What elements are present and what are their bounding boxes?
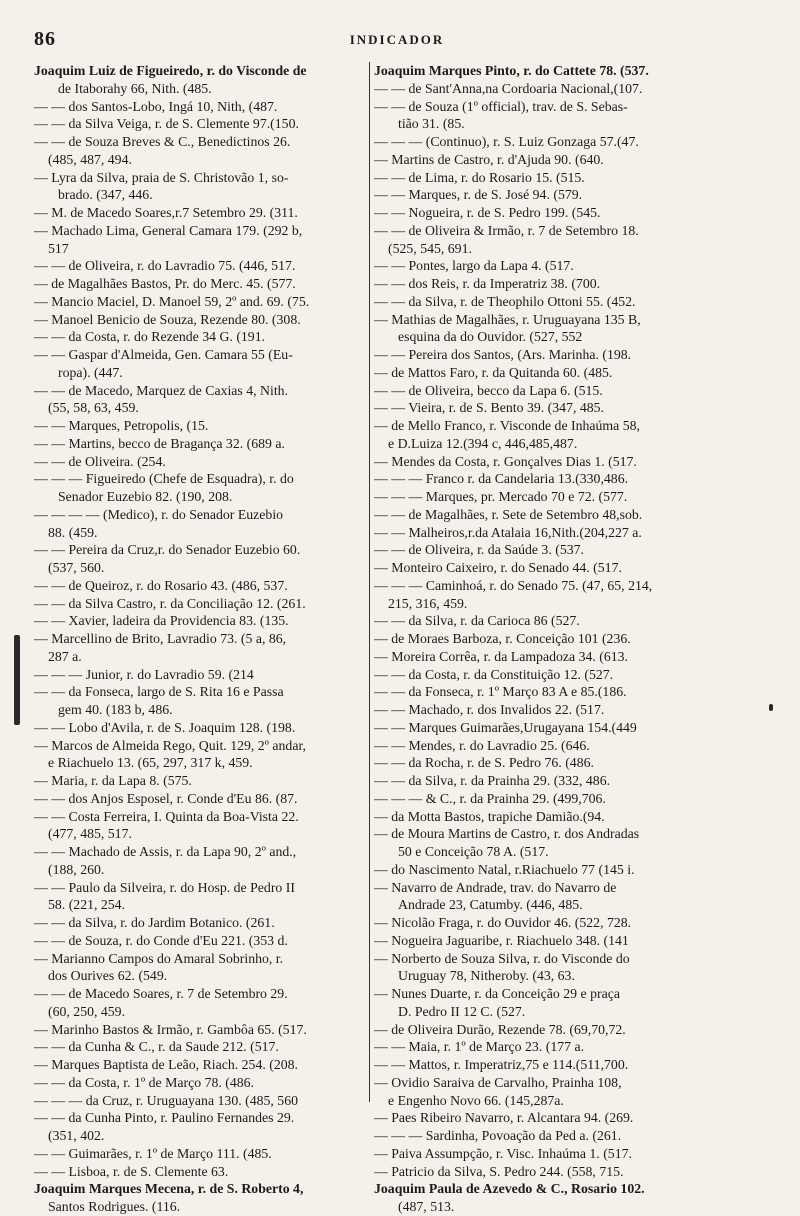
directory-entry-line: — — Mattos, r. Imperatriz,75 e 114.(511,700. xyxy=(374,1057,629,1072)
directory-entry-line: (485, 487, 494. xyxy=(48,151,132,167)
directory-entry-line: — — Marques, Petropolis, (15. xyxy=(34,418,209,433)
directory-entry-line: — Nicolão Fraga, r. do Ouvidor 46. (522, 728. xyxy=(374,915,632,930)
directory-entry-line: — de Moraes Barboza, r. Conceição 101 (236. xyxy=(374,631,631,646)
directory-entry-line: — — de Souza, r. do Conde d'Eu 221. (353 d. xyxy=(34,932,288,948)
directory-entry-line: — — Mendes, r. do Lavradio 25. (646. xyxy=(374,737,590,753)
column-divider xyxy=(369,62,370,1102)
directory-entry-line: tião 31. (85. xyxy=(398,116,465,132)
directory-entry-line: — Moreira Corrêa, r. da Lampadoza 34. (613. xyxy=(374,648,629,664)
directory-entry-line: — — dos Reis, r. da Imperatriz 38. (700. xyxy=(374,276,601,291)
directory-entry-line: — Paes Ribeiro Navarro, r. Alcantara 94. (269. xyxy=(374,1110,634,1126)
directory-entry-line: D. Pedro II 12 C. (527. xyxy=(398,1003,526,1019)
page-header xyxy=(34,28,760,52)
directory-entry-line: — Machado Lima, General Camara 179. (292 b, xyxy=(34,222,303,238)
directory-entry-line: esquina da do Ouvidor. (527, 552 xyxy=(398,329,583,345)
directory-entry-line: — — Marques, r. de S. José 94. (579. xyxy=(374,187,583,203)
directory-entry-line: — — da Fonseca, largo de S. Rita 16 e Passa xyxy=(34,684,284,700)
directory-entry-line: — — — Figueiredo (Chefe de Esquadra), r. do xyxy=(34,471,294,487)
directory-entry-line: — — Costa Ferreira, I. Quinta da Boa-Vista 22. xyxy=(34,808,299,824)
directory-entry-line: — Paiva Assumpção, r. Visc. Inhaúma 1. (517. xyxy=(374,1145,632,1161)
directory-entry-line: — — da Costa, r. 1º de Março 78. (486. xyxy=(34,1074,255,1090)
directory-entry-line: — — de Oliveira, becco da Lapa 6. (515. xyxy=(374,382,603,398)
directory-entry-line: 215, 316, 459. xyxy=(388,595,468,611)
left-column xyxy=(34,62,367,1216)
directory-entry-line: — de Moura Martins de Castro, r. dos Andradas xyxy=(374,826,640,842)
directory-entry-line: — do Nascimento Natal, r.Riachuelo 77 (145 i. xyxy=(374,861,635,877)
directory-entry-line: Uruguay 78, Nitheroby. (43, 63. xyxy=(398,968,575,984)
directory-entry-line: Joaquim Marques Mecena, r. de S. Roberto 4, xyxy=(34,1181,304,1197)
directory-entry-line: — — — Marques, pr. Mercado 70 e 72. (577. xyxy=(374,489,628,504)
directory-entry-line: — — de Souza (1º official), trav. de S. Sebas- xyxy=(374,98,628,114)
directory-entry-line: — — da Silva, r. de Theophilo Ottoni 55. (452. xyxy=(374,293,636,309)
directory-entry-line: — — Vieira, r. de S. Bento 39. (347, 485. xyxy=(374,400,604,416)
directory-entry-line: — — da Cunha Pinto, r. Paulino Fernandes 29. xyxy=(34,1110,295,1126)
directory-entry-line: — — de Sant'Anna,na Cordoaria Nacional,(107. xyxy=(374,80,643,96)
directory-entry-line: — — de Oliveira. (254. xyxy=(34,453,166,469)
directory-entry-line: — — Malheiros,r.da Atalaia 16,Nith.(204,227 a. xyxy=(374,524,642,540)
directory-entry-line: (351, 402. xyxy=(48,1128,105,1143)
directory-entry-line: — de Oliveira Durão, Rezende 78. (69,70,72. xyxy=(374,1021,626,1037)
directory-entry-line: — Mendes da Costa, r. Gonçalves Dias 1. (517. xyxy=(374,453,637,469)
directory-entry-line: — — Guimarães, r. 1º de Março 111. (485. xyxy=(34,1145,272,1161)
directory-entry-line: — — da Rocha, r. de S. Pedro 76. (486. xyxy=(374,755,594,771)
directory-entry-line: — — de Oliveira, r. da Saúde 3. (537. xyxy=(374,542,584,558)
directory-entry-line: — — Nogueira, r. de S. Pedro 199. (545. xyxy=(374,205,601,220)
directory-entry-line: — Manoel Benicio de Souza, Rezende 80. (308. xyxy=(34,311,301,327)
directory-entry-line: — — Paulo da Silveira, r. do Hosp. de Pedro II xyxy=(34,879,295,895)
directory-entry-line: Senador Euzebio 82. (190, 208. xyxy=(58,489,233,504)
directory-entry-line: — — dos Anjos Esposel, r. Conde d'Eu 86. (87. xyxy=(34,790,298,806)
directory-entry-line: — — Lobo d'Avila, r. de S. Joaquim 128. (198. xyxy=(34,719,296,735)
directory-entry-line: — de Magalhães Bastos, Pr. do Merc. 45. (577. xyxy=(34,276,296,291)
directory-entry-line: — — — Franco r. da Candelaria 13.(330,486. xyxy=(374,471,629,487)
directory-entry-line: — — Pereira da Cruz,r. do Senador Euzebio 60. xyxy=(34,542,301,558)
directory-entry-line: — — Martins, becco de Bragança 32. (689 a. xyxy=(34,435,285,451)
directory-entry-line: — Patricio da Silva, S. Pedro 244. (558, 715. xyxy=(374,1163,624,1179)
directory-entry-line: 517 xyxy=(48,240,69,256)
directory-entry-line: — Nunes Duarte, r. da Conceição 29 e praça xyxy=(374,986,620,1001)
directory-entry-line: — — da Silva Castro, r. da Conciliação 12. (261. xyxy=(34,595,306,611)
directory-entry-line: — — de Magalhães, r. Sete de Setembro 48,sob. xyxy=(374,506,643,522)
directory-entry-line: 88. (459. xyxy=(48,524,98,540)
directory-entry-line: e Riachuelo 13. (65, 297, 317 k, 459. xyxy=(48,755,253,771)
directory-entry-line: — — — — (Medico), r. do Senador Euzebio xyxy=(34,506,284,522)
directory-entry-line: — — da Silva, r. da Carioca 86 (527. xyxy=(374,613,580,629)
directory-entry-line: — — da Cunha & C., r. da Saude 212. (517. xyxy=(34,1039,279,1055)
directory-entry-line: — — de Oliveira & Irmão, r. 7 de Setembro 18. xyxy=(374,222,639,238)
directory-entry-line: — Lyra da Silva, praia de S. Christovão 1, so- xyxy=(34,169,289,185)
directory-entry-line: — — da Costa, r. da Constituição 12. (527. xyxy=(374,666,614,682)
directory-entry-line: — M. de Macedo Soares,r.7 Setembro 29. (311. xyxy=(34,205,298,220)
directory-entry-line: — — da Costa, r. do Rezende 34 G. (191. xyxy=(34,329,266,345)
directory-entry-line: — Maria, r. da Lapa 8. (575. xyxy=(34,773,192,788)
directory-entry-line: — — de Oliveira, r. do Lavradio 75. (446, 517. xyxy=(34,258,296,274)
directory-entry-line: — da Motta Bastos, trapiche Damião.(94. xyxy=(374,808,605,824)
directory-entry-line: — — — Junior, r. do Lavradio 59. (214 xyxy=(34,666,254,682)
directory-entry-line: Santos Rodrigues. (116. xyxy=(48,1199,181,1214)
directory-entry-line: — — Pereira dos Santos, (Ars. Marinha. (198. xyxy=(374,347,632,362)
directory-entry-line: — de Mattos Faro, r. da Quitanda 60. (485. xyxy=(374,364,613,380)
directory-entry-line: Joaquim Marques Pinto, r. do Cattete 78. (537. xyxy=(374,63,649,78)
directory-entry-line: — — Pontes, largo da Lapa 4. (517. xyxy=(374,258,574,274)
directory-entry-line: de Itaborahy 66, Nith. (485. xyxy=(58,80,212,96)
directory-entry-line: — — da Fonseca, r. 1º Março 83 A e 85.(186. xyxy=(374,684,627,700)
directory-entry-line: Joaquim Luiz de Figueiredo, r. do Visconde de xyxy=(34,63,307,78)
directory-entry-line: — — da Silva Veiga, r. de S. Clemente 97.(150. xyxy=(34,116,299,132)
directory-entry-line: gem 40. (183 b, 486. xyxy=(58,702,173,717)
directory-entry-line: — de Mello Franco, r. Visconde de Inhaúma 58, xyxy=(374,418,640,433)
directory-entry-line: e D.Luiza 12.(394 c, 446,485,487. xyxy=(388,435,578,451)
directory-entry-line: — Marques Baptista de Leão, Riach. 254. (208. xyxy=(34,1057,298,1072)
directory-entry-line: (60, 250, 459. xyxy=(48,1003,126,1019)
directory-entry-line: (477, 485, 517. xyxy=(48,826,132,842)
directory-entry-line: — — — da Cruz, r. Uruguayana 130. (485, 560 xyxy=(34,1092,299,1108)
directory-entry-line: — — da Silva, r. da Prainha 29. (332, 486. xyxy=(374,773,611,788)
directory-entry-line: — — de Queiroz, r. do Rosario 43. (486, 537. xyxy=(34,577,288,593)
directory-entry-line: (55, 58, 63, 459. xyxy=(48,400,139,416)
directory-entry-line: brado. (347, 446. xyxy=(58,187,153,203)
directory-entry-line: 58. (221, 254. xyxy=(48,897,126,913)
margin-ink-dot xyxy=(769,704,773,711)
directory-entry-line: dos Ourives 62. (549. xyxy=(48,968,168,984)
directory-entry-line: ropa). (447. xyxy=(58,364,123,380)
directory-entry-line: — Marcos de Almeida Rego, Quit. 129, 2º andar, xyxy=(34,737,306,753)
directory-entry-line: 50 e Conceição 78 A. (517. xyxy=(398,844,549,859)
page-number: 86 xyxy=(34,28,56,50)
directory-entry-line: — — Xavier, ladeira da Providencia 83. (135. xyxy=(34,613,289,629)
directory-entry-line: — Martins de Castro, r. d'Ajuda 90. (640. xyxy=(374,151,604,167)
directory-entry-line: — — Marques Guimarães,Urugayana 154.(449 xyxy=(374,719,637,735)
right-column xyxy=(374,62,710,1216)
directory-entry-line: — — Maia, r. 1º de Março 23. (177 a. xyxy=(374,1039,585,1055)
directory-entry-line: — — — (Continuo), r. S. Luiz Gonzaga 57.(47. xyxy=(374,134,639,149)
directory-entry-line: — Monteiro Caixeiro, r. do Senado 44. (517. xyxy=(374,560,622,575)
directory-entry-line: Joaquim Paula de Azevedo & C., Rosario 102. xyxy=(374,1181,645,1197)
directory-entry-line: — — — & C., r. da Prainha 29. (499,706. xyxy=(374,790,606,806)
running-title: INDICADOR xyxy=(349,32,445,47)
directory-entry-line: — — da Silva, r. do Jardim Botanico. (261. xyxy=(34,915,275,930)
directory-entry-line: e Engenho Novo 66. (145,287a. xyxy=(388,1092,564,1108)
directory-entry-line: — — de Macedo Soares, r. 7 de Setembro 29. xyxy=(34,986,288,1001)
directory-entry-line: — Navarro de Andrade, trav. do Navarro de xyxy=(374,879,617,895)
directory-entry-line: Andrade 23, Catumby. (446, 485. xyxy=(398,897,583,913)
directory-entry-line: — Ovidio Saraiva de Carvalho, Prainha 108, xyxy=(374,1074,622,1090)
directory-entry-line: — — Machado, r. dos Invalidos 22. (517. xyxy=(374,702,605,717)
directory-entry-line: — — Lisboa, r. de S. Clemente 63. xyxy=(34,1163,229,1179)
directory-entry-line: (487, 513. xyxy=(398,1199,455,1214)
directory-entry-line: — — de Lima, r. do Rosario 15. (515. xyxy=(374,169,585,185)
directory-entry-line: (537, 560. xyxy=(48,560,105,575)
directory-entry-line: — Marinho Bastos & Irmão, r. Gambôa 65. (517. xyxy=(34,1021,307,1037)
directory-entry-line: — — de Souza Breves & C., Benedictinos 26. xyxy=(34,134,291,149)
directory-entry-line: 287 a. xyxy=(48,648,82,664)
directory-entry-line: — Norberto de Souza Silva, r. do Visconde do xyxy=(374,950,630,966)
directory-entry-line: — — dos Santos-Lobo, Ingá 10, Nith, (487. xyxy=(34,98,278,114)
directory-entry-line: — — — Caminhoá, r. do Senado 75. (47, 65, 214, xyxy=(374,577,653,593)
directory-entry-line: (525, 545, 691. xyxy=(388,240,472,256)
directory-entry-line: — Marcellino de Brito, Lavradio 73. (5 a, 86, xyxy=(34,631,287,646)
directory-entry-line: — — Gaspar d'Almeida, Gen. Camara 55 (Eu- xyxy=(34,347,293,362)
directory-entry-line: (188, 260. xyxy=(48,861,105,877)
margin-ink-mark xyxy=(14,635,20,725)
directory-entry-line: — — Machado de Assis, r. da Lapa 90, 2º and., xyxy=(34,844,297,859)
directory-entry-line: — — de Macedo, Marquez de Caxias 4, Nith. xyxy=(34,382,289,398)
directory-entry-line: — — — Sardinha, Povoação da Ped a. (261. xyxy=(374,1128,622,1143)
directory-entry-line: — Marianno Campos do Amaral Sobrinho, r. xyxy=(34,950,284,966)
directory-entry-line: — Nogueira Jaguaribe, r. Riachuelo 348. (141 xyxy=(374,932,629,948)
directory-entry-line: — Mancio Maciel, D. Manoel 59, 2º and. 69. (75. xyxy=(34,293,310,309)
directory-entry-line: — Mathias de Magalhães, r. Uruguayana 135 B, xyxy=(374,311,641,327)
